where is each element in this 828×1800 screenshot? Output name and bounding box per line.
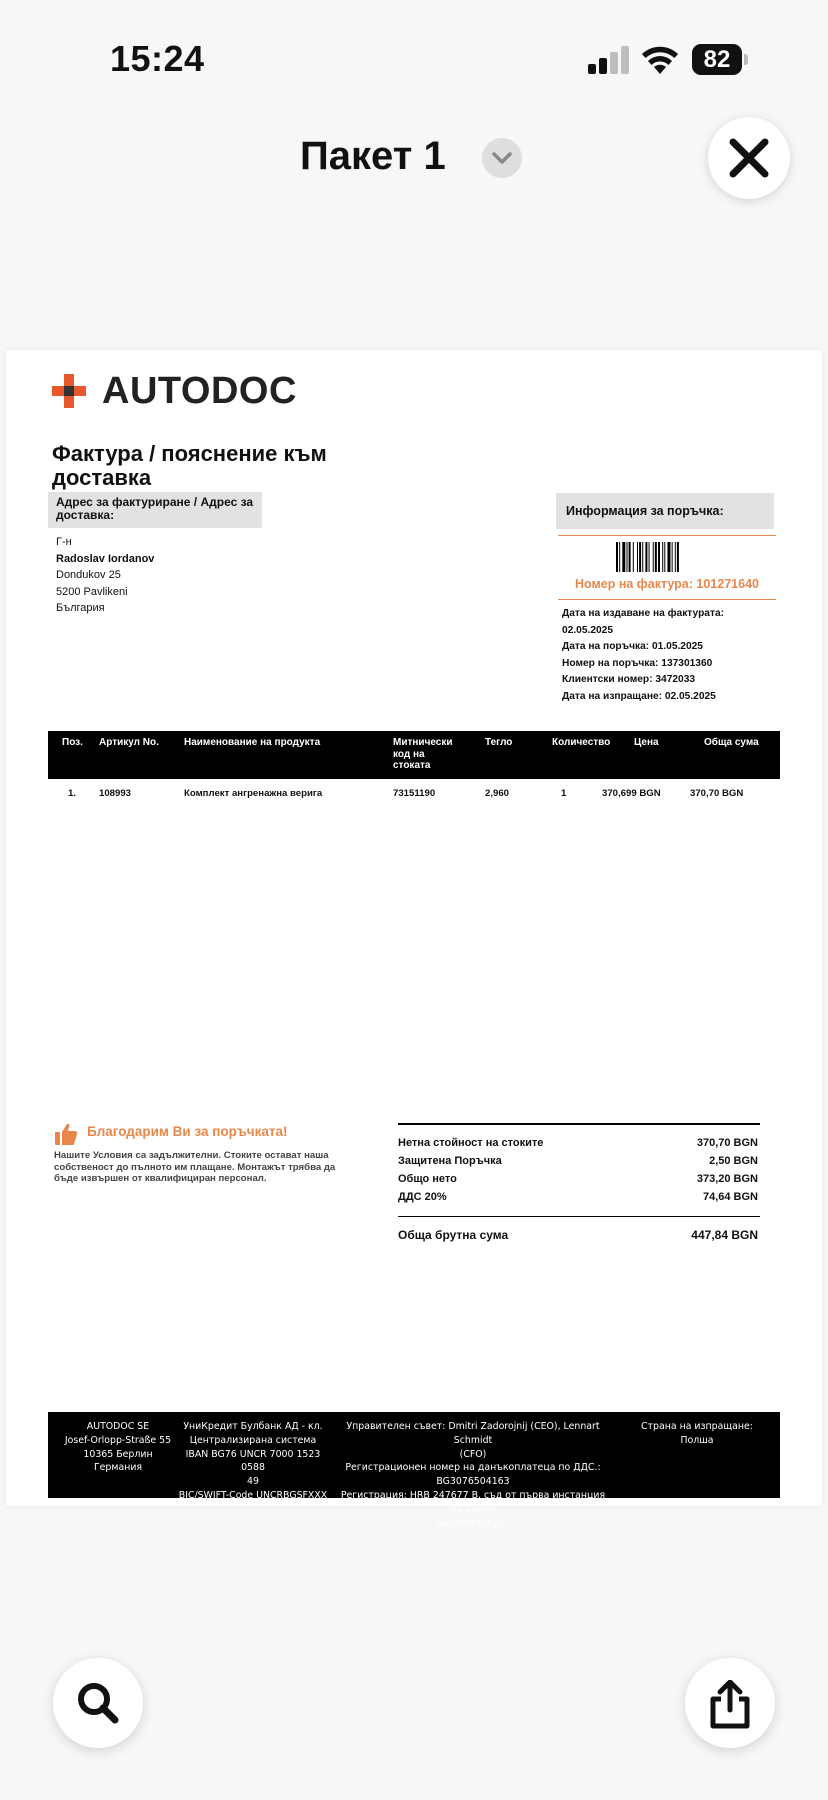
barcode-bar (633, 542, 634, 572)
total-value: 74,64 BGN (702, 1191, 758, 1203)
billing-heading: Адрес за фактуриране / Адрес за доставка: (48, 492, 262, 528)
cell-pos: 1. (68, 788, 77, 799)
footer-country: Страна на изпращане: Полша (641, 1421, 753, 1446)
cell-weight: 2,960 (485, 788, 510, 799)
total-row (398, 1191, 758, 1209)
meta-invoice-date: Дата на издаване на фактурата: 02.05.2025 (562, 608, 725, 636)
total-row (398, 1155, 758, 1173)
barcode-bar (642, 542, 643, 572)
totals-list (398, 1137, 758, 1209)
table-header (48, 731, 780, 779)
barcode-icon (616, 542, 718, 572)
total-value: 373,20 BGN (696, 1173, 758, 1185)
title-menu-button[interactable] (482, 138, 522, 178)
barcode-bar (645, 542, 647, 572)
billing-address (56, 534, 154, 617)
invoice-document[interactable] (6, 350, 822, 1529)
status-time: 15:24 (110, 38, 205, 79)
meta-ship-date: Дата на изпращане: 02.05.2025 (562, 690, 716, 702)
barcode-bar (658, 542, 660, 572)
share-button[interactable] (685, 1658, 775, 1748)
total-label: Защитена Поръчка (398, 1155, 502, 1167)
cell-product: Комплект ангренажна верига (184, 788, 323, 799)
address-city: 5200 Pavlikeni (56, 585, 128, 598)
barcode-bar (649, 542, 650, 572)
table-row (48, 786, 780, 802)
chevron-down-icon (482, 138, 522, 178)
col-qty: Количество (552, 737, 611, 748)
col-article: Артикул No. (99, 737, 159, 748)
barcode-bar (619, 542, 620, 572)
barcode-bar (622, 542, 625, 572)
barcode-bar (653, 542, 654, 572)
col-product: Наименование на продукта (184, 737, 321, 748)
total-row (398, 1173, 758, 1191)
invoice-number: Номер на фактура: 101271640 (575, 577, 759, 591)
cell-qty: 1 (561, 788, 567, 799)
barcode-bar (662, 542, 663, 572)
barcode-bar (629, 542, 631, 572)
barcode-bar (677, 542, 679, 572)
barcode-bar (675, 542, 676, 572)
total-value: 370,70 BGN (696, 1137, 758, 1149)
col-customs: Митнически код на стоката (393, 737, 453, 771)
total-label: ДДС 20% (398, 1191, 447, 1203)
total-value: 2,50 BGN (709, 1155, 758, 1167)
autodoc-logo-text: AUTODOC (102, 370, 297, 412)
address-name: Radoslav Iordanov (56, 552, 155, 565)
grand-total-value: 447,84 BGN (691, 1228, 758, 1242)
barcode-bar (664, 542, 665, 572)
total-label: Общо нето (398, 1173, 457, 1185)
meta-customer-number: Клиентски номер: 3472033 (562, 674, 696, 685)
address-street: Dondukov 25 (56, 569, 121, 581)
col-price: Цена (634, 737, 659, 748)
meta-order-date: Дата на поръчка: 01.05.2025 (562, 641, 703, 652)
thumbs-up-icon (54, 1122, 78, 1146)
address-country: България (56, 602, 105, 614)
grand-total-label: Обща брутна сума (398, 1228, 509, 1242)
divider (558, 599, 776, 600)
close-button[interactable] (708, 117, 790, 199)
autodoc-logo-icon (52, 374, 86, 408)
battery-icon (692, 44, 750, 75)
terms-text: Нашите Условия са задължителни. Стоките остават наша собственост до пълното им плащане. Монтажът трябва да бъде извършен от квалифициран персонал. (54, 1150, 336, 1184)
barcode-bar (639, 542, 641, 572)
col-total: Обща сума (704, 737, 759, 748)
order-meta (562, 606, 762, 705)
footer-bank: УниКредит Булбанк АД - кл. Централизирана система IBAN BG76 UNCR 7000 1523 0588 49 BIC/SWIFT-Code UNCRBGSFXXX (178, 1421, 328, 1501)
barcode-bar (637, 542, 638, 572)
barcode-bar (672, 542, 673, 572)
barcode-bar (616, 542, 618, 572)
barcode-bar (655, 542, 657, 572)
total-label: Нетна стойност на стоките (398, 1137, 544, 1149)
col-weight: Тегло (485, 737, 513, 748)
wifi-icon (640, 44, 680, 76)
col-pos: Поз. (62, 737, 83, 748)
divider (558, 535, 776, 536)
order-info-heading: Информация за поръчка: (556, 493, 774, 529)
cell-total: 370,70 BGN (690, 788, 744, 799)
invoice-footer (48, 1412, 780, 1529)
thanks-message: Благодарим Ви за поръчката! (87, 1124, 288, 1139)
divider (398, 1216, 760, 1217)
footer-board: Управителен съвет: Dmitri Zadorojnij (CEO), Lennart Schmidt (CFO) Регистрационен номер на данъкоплатеца по ДДС.: BG3076504163 Регистрация: HRB 247677 B, съд от първа инстанция на район Шарлотенбург (340, 1421, 606, 1529)
search-icon (75, 1680, 121, 1726)
cell-price: 370,699 BGN (602, 788, 661, 799)
cell-article: 108993 (99, 788, 132, 799)
grand-total (398, 1228, 758, 1242)
close-icon (729, 138, 769, 178)
search-button[interactable] (53, 1658, 143, 1748)
document-title: Фактура / пояснение към доставка (52, 441, 327, 490)
share-icon (707, 1680, 753, 1730)
address-salutation: Г-н (56, 536, 72, 548)
total-row (398, 1137, 758, 1155)
battery-level: 82 (692, 44, 742, 75)
barcode-bar (667, 542, 670, 572)
cellular-signal-icon (588, 46, 630, 74)
footer-company: AUTODOC SE Josef-Orlopp-Straße 55 10365 Берлин Германия (64, 1421, 172, 1474)
meta-order-number: Номер на поръчка: 137301360 (562, 657, 713, 669)
barcode-bar (627, 542, 628, 572)
divider (398, 1123, 760, 1125)
cell-customs: 73151190 (393, 788, 436, 799)
page-title[interactable]: Пакет 1 (300, 134, 446, 178)
